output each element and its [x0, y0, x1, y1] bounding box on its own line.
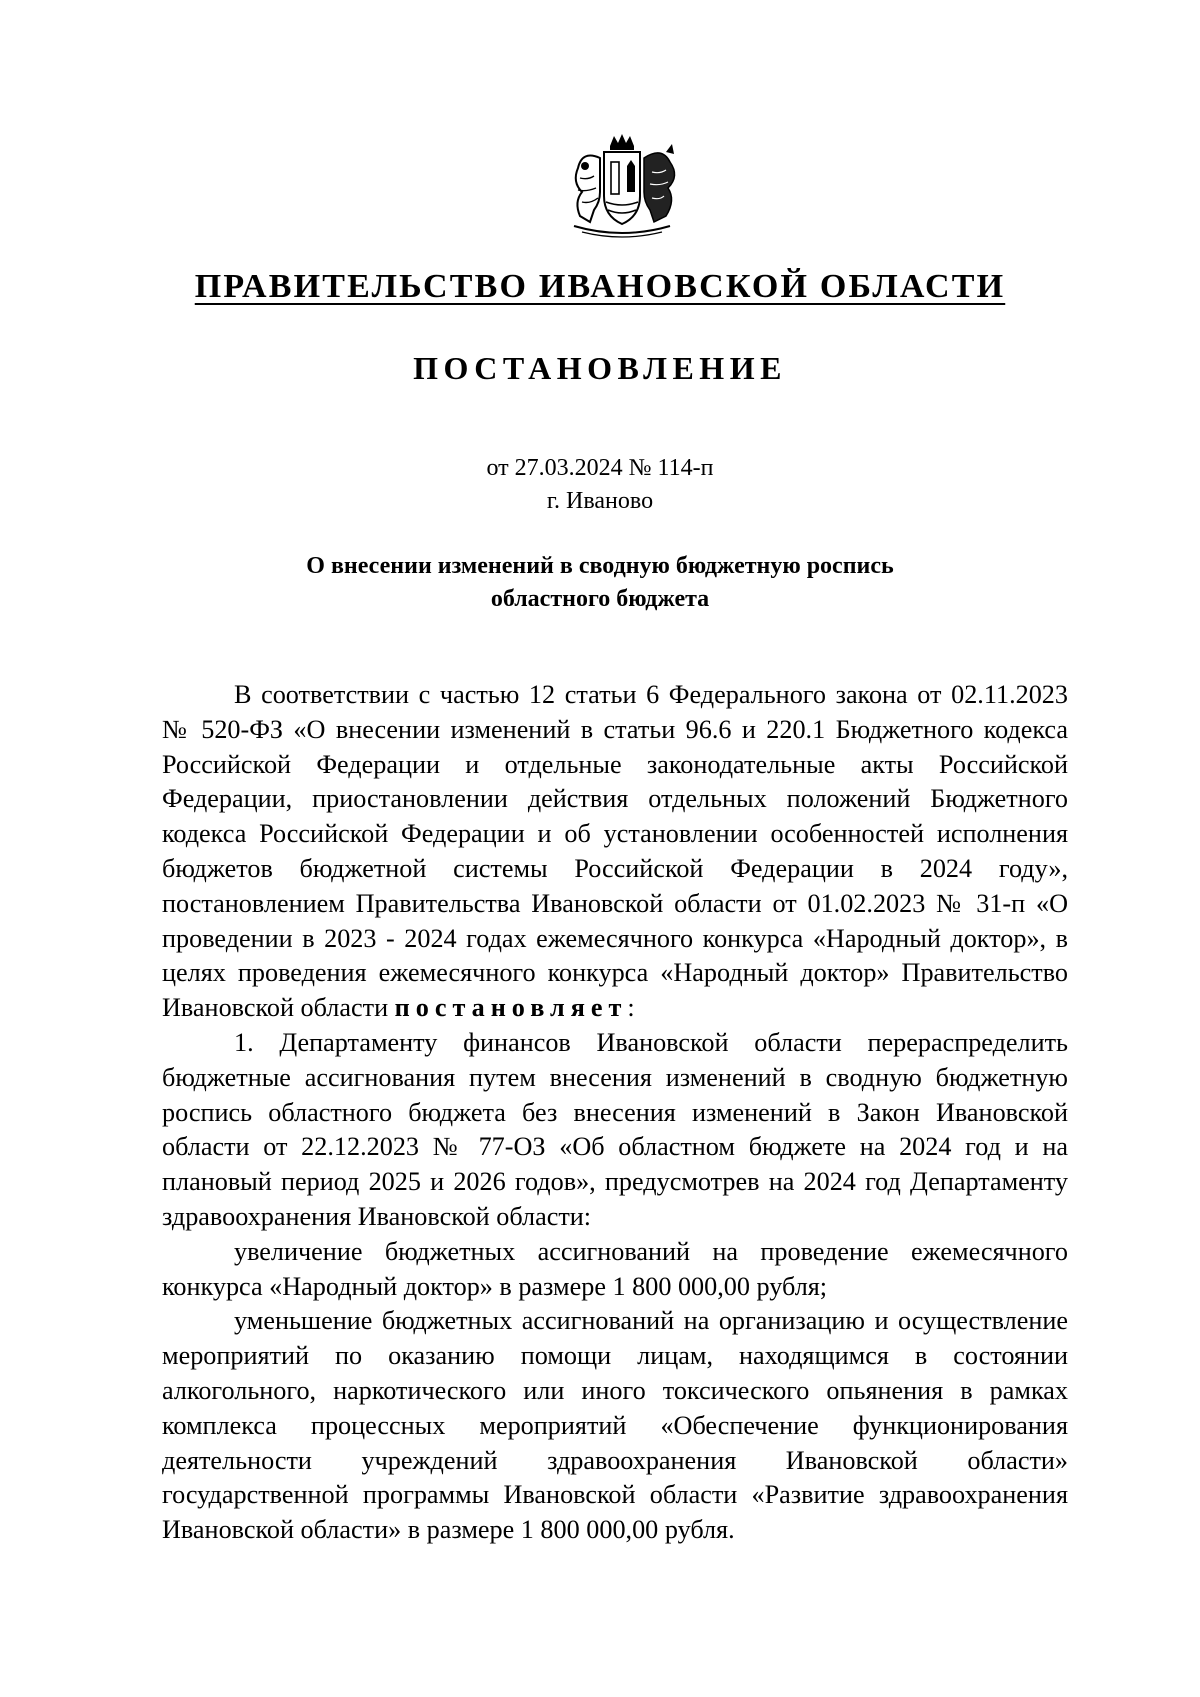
document-type: ПОСТАНОВЛЕНИЕ — [413, 350, 787, 386]
increase-paragraph: увеличение бюджетных ассигнований на проведение ежемесячного конкурса «Народный доктор» в размере 1 800 000,00 рубля; — [162, 1236, 1068, 1301]
document-body — [162, 678, 1068, 1548]
city: г. Иваново — [546, 488, 654, 514]
preamble-text: В соответствии с частью 12 статьи 6 Федерального закона от 02.11.2023 № 520-ФЗ «О внесении изменений в статьи 96.6 и 220.1 Бюджетного кодекса Российской Федерации и отдельные законодательные акты Российской Федерации, приостановлении действия отдельных положений Бюджетного кодекса Российской Федерации и об установлении особенностей исполнения бюджетов бюджетной системы Российской Федерации в 2024 году», постановлением Правительства Ивановской области от 01.02.2023 № 31-п «О проведении в 2023 - 2024 годах ежемесячного конкурса «Народный доктор», в целях проведения ежемесячного конкурса «Народный доктор» Правительство Ивановской области — [162, 680, 1068, 1023]
document-meta — [150, 452, 1050, 518]
issuing-authority-text: ПРАВИТЕЛЬСТВО ИВАНОВСКОЙ ОБЛАСТИ — [194, 268, 1006, 305]
document-subject — [150, 550, 1050, 616]
subject-line-1: О внесении изменений в сводную бюджетную роспись — [306, 553, 894, 579]
preamble-end: : — [627, 993, 635, 1023]
item-1-paragraph: 1. Департаменту финансов Ивановской области перераспределить бюджетные ассигнования путем внесения изменений в сводную бюджетную роспись областного бюджета без внесения изменений в Закон Ивановской области от 22.12.2023 № 77-ОЗ «Об областном бюджете на 2024 год и на плановый период 2025 и 2026 годов», предусмотрев на 2024 год Департаменту здравоохранения Ивановской области: — [162, 1027, 1068, 1231]
date-number: от 27.03.2024 № 114-п — [486, 455, 714, 481]
subject-line-2: областного бюджета — [490, 586, 710, 612]
decrease-paragraph: уменьшение бюджетных ассигнований на организацию и осуществление мероприятий по оказанию помощи лицам, находящимся в состоянии алкогольного, наркотического или иного токсического опьянения в рамках комплекса процессных мероприятий «Обеспечение функционирования деятельности учреждений здравоохранения Ивановской области» государственной программы Ивановской области «Развитие здравоохранения Ивановской области» в размере 1 800 000,00 рубля. — [162, 1306, 1068, 1545]
preamble-paragraph — [162, 678, 1068, 1026]
decree-word: постановляет — [394, 993, 628, 1023]
issuing-authority — [150, 264, 1050, 310]
coat-of-arms-icon — [560, 132, 684, 240]
